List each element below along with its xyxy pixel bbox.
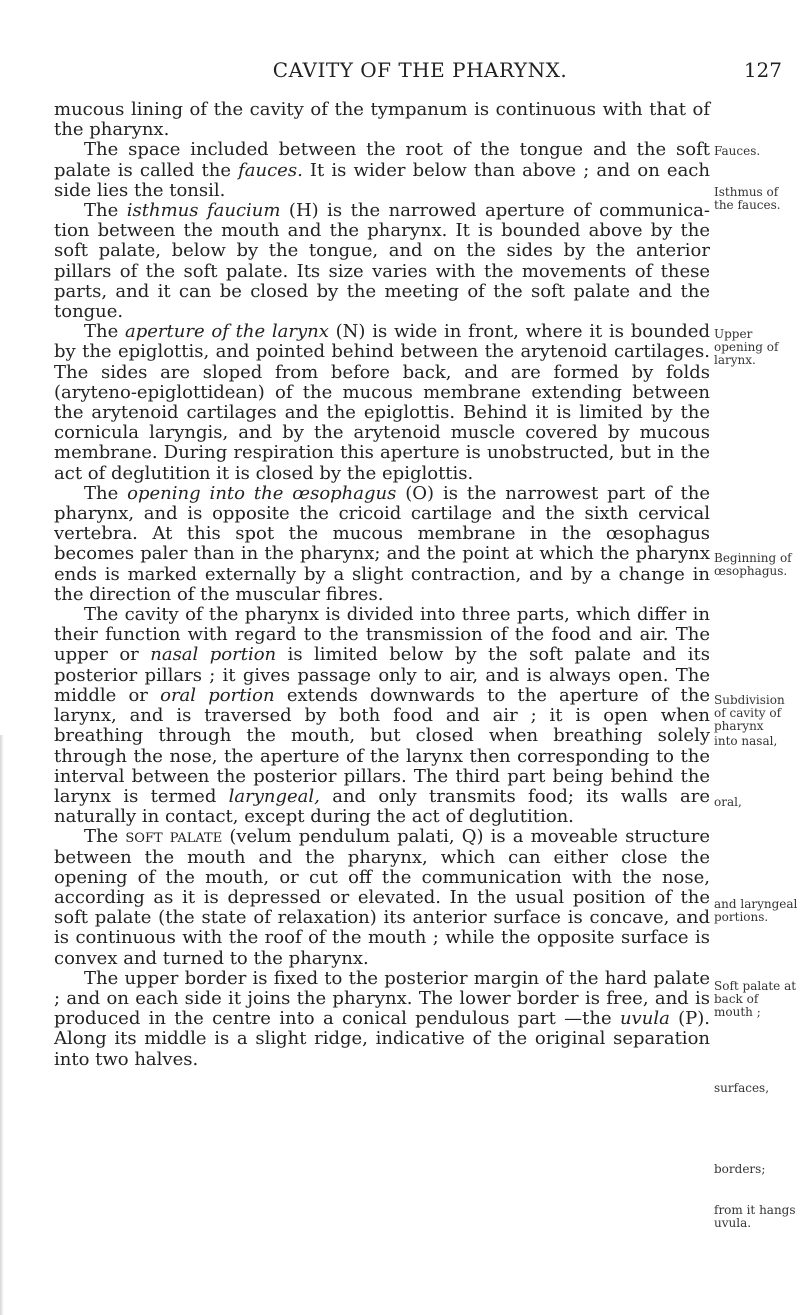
- margin-note-surfaces: surfaces,: [714, 1081, 770, 1095]
- page-number: 127: [743, 58, 782, 82]
- paragraph-pharynx-divisions: The cavity of the pharynx is divided into three parts, which differ in their function with regard to the transmission of the food and air. The upper or nasal portion is limited below by the soft palate and its posterior pillars ; it gives passage only to air, and is always open. The middle or oral portion extends downwards to the aperture of the larynx, and is traversed by both food and air ; it is open when breathing through the mouth, but closed when breathing solely through the nose, the aperture of the larynx then corresponding to the interval between the posterior pillars. The third part being behind the larynx is termed laryngeal, and only transmits food; its walls are naturally in contact, except during the act of deglutition.: [54, 604, 710, 828]
- scan-edge-shadow: [0, 735, 4, 1315]
- paragraph-oesophagus: The opening into the œsophagus (O) is the narrowest part of the pharynx, and is opposite the cricoid cartilage and the sixth cervical vertebra. At this spot the mucous membrane in the œsophagus becomes paler than in the pharynx; and the point at which the pharynx ends is marked externally by a slight contraction, and by a change in the direction of the muscular fibres.: [54, 482, 710, 605]
- margin-note-subdivision: Subdivision of cavity of pharynx: [714, 693, 785, 733]
- margin-note-uvula: from it hangs uvula.: [714, 1203, 796, 1230]
- margin-note-nasal: into nasal,: [714, 734, 778, 748]
- term-oral-portion: oral portion: [160, 684, 275, 706]
- term-nasal-portion: nasal portion: [150, 644, 277, 666]
- term-laryngeal: laryngeal,: [228, 785, 320, 807]
- running-header: CAVITY OF THE PHARYNX.: [272, 58, 568, 82]
- term-opening-oesophagus: opening into the œsophagus: [127, 482, 397, 504]
- term-aperture-larynx: aperture of the larynx: [125, 321, 329, 343]
- margin-note-oesophagus: Beginning of œsophagus.: [714, 551, 792, 578]
- paragraph-fauces: The space included between the root of the tongue and the soft palate is called the fauces. It is wider below than above ; and on each side lies the tonsil.: [54, 139, 710, 201]
- term-uvula: uvula: [619, 1008, 670, 1030]
- margin-note-isthmus: Isthmus of the fauces.: [714, 185, 781, 212]
- paragraph-isthmus: The isthmus faucium (H) is the narrowed aperture of communication between the mouth and the pharynx. It is bounded above by the soft palate, below by the tongue, and on the sides by the anterior pillars of the soft palate. Its size varies with the movements of these parts, and it can be closed by the meeting of the soft palate and the tongue.: [54, 200, 711, 323]
- paragraph-soft-palate: The soft palate (velum pendulum palati, Q) is a moveable structure between the mouth and the pharynx, which can either close the opening of the mouth, or cut off the communication with the nose, according as it is depressed or elevated. In the usual position of the soft palate (the state of relaxation) its anterior surface is concave, and is continuous with the roof of the mouth ; while the opposite surface is convex and turned to the pharynx.: [54, 826, 710, 969]
- margin-note-laryngeal: and laryngeal portions.: [714, 897, 798, 924]
- term-fauces: fauces.: [238, 159, 303, 181]
- paragraph-uvula: The upper border is fixed to the posterior margin of the hard palate ; and on each side it joins the pharynx. The lower border is free, and is produced in the centre into a conical pendulous part —the uvula (P). Along its middle is a slight ridge, indicative of the original separation into two halves.: [54, 967, 711, 1070]
- margin-note-borders: borders;: [714, 1162, 766, 1176]
- margin-note-fauces: Fauces.: [714, 144, 761, 158]
- paragraph-tympanum: mucous lining of the cavity of the tympanum is continuous with that of the pharynx.: [54, 99, 710, 141]
- term-isthmus-faucium: isthmus faucium: [126, 200, 281, 222]
- margin-note-larynx-opening: Upper opening of larynx.: [714, 327, 779, 367]
- term-soft-palate: soft palate: [125, 826, 223, 848]
- margin-note-oral: oral,: [714, 795, 742, 809]
- paragraph-larynx-aperture: The aperture of the larynx (N) is wide in front, where it is bounded by the epiglottis, and pointed behind between the arytenoid cartilages. The sides are sloped from before back, and are formed by folds (aryteno-epiglottidean) of the mucous membrane extending between the arytenoid cartilages and the epiglottis. Behind it is limited by the cornicula laryngis, and by the arytenoid muscle covered by mucous membrane. During respiration this aperture is unobstructed, but in the act of deglutition it is closed by the epiglottis.: [54, 321, 710, 484]
- margin-note-soft-palate: Soft palate at back of mouth ;: [714, 979, 797, 1019]
- body-text: [54, 100, 710, 1070]
